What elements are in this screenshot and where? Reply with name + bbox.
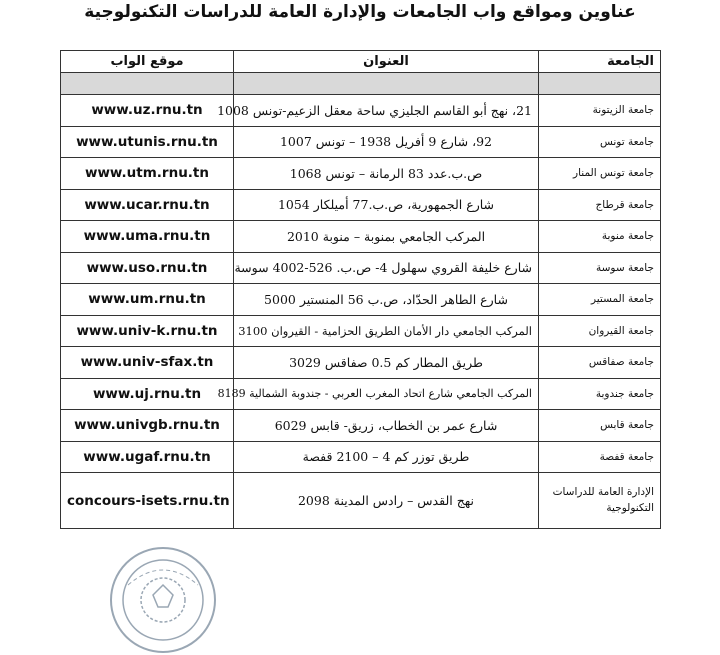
university-cell: جامعة القيروان <box>539 315 661 347</box>
table-row <box>61 158 661 190</box>
header-university: الجامعة <box>539 51 661 73</box>
website-cell[interactable]: www.ucar.rnu.tn <box>61 189 234 221</box>
address-cell: 92، شارع 9 أفريل 1938 – تونس 1007 <box>234 126 539 158</box>
university-cell: جامعة الزيتونة <box>539 95 661 127</box>
header-address: العنوان <box>234 51 539 73</box>
address-cell: شارع الجمهورية، ص.ب.77 أميلكار 1054 <box>234 189 539 221</box>
band-cell <box>539 73 661 95</box>
website-cell[interactable]: www.um.rnu.tn <box>61 284 234 316</box>
address-cell: نهج القدس – رادس المدينة 2098 <box>234 473 539 529</box>
website-cell[interactable]: www.univgb.rnu.tn <box>61 410 234 442</box>
website-cell[interactable]: www.uz.rnu.tn <box>61 95 234 127</box>
university-cell: جامعة المستير <box>539 284 661 316</box>
table-row <box>61 410 661 442</box>
header-band <box>61 73 661 95</box>
university-cell: جامعة قرطاج <box>539 189 661 221</box>
universities-table <box>60 50 661 529</box>
university-cell: جامعة قفصة <box>539 441 661 473</box>
website-cell[interactable]: www.uj.rnu.tn <box>61 378 234 410</box>
table-row <box>61 378 661 410</box>
address-cell: المركب الجامعي دار الأمان الطريق الحزامية - القيروان 3100 <box>234 315 539 347</box>
university-cell: جامعة جندوبة <box>539 378 661 410</box>
website-cell[interactable]: www.uma.rnu.tn <box>61 221 234 253</box>
university-cell: جامعة تونس المنار <box>539 158 661 190</box>
table-row <box>61 347 661 379</box>
address-cell: شارع الطاهر الحدّاد، ص.ب 56 المنستير 5000 <box>234 284 539 316</box>
university-cell: الإدارة العامة للدراسات التكنولوجية <box>539 473 661 529</box>
university-cell: جامعة تونس <box>539 126 661 158</box>
band-cell <box>61 73 234 95</box>
address-cell: شارع عمر بن الخطاب، زريق- قابس 6029 <box>234 410 539 442</box>
address-cell: طريق المطار كم 0.5 صفاقس 3029 <box>234 347 539 379</box>
address-cell: طريق توزر كم 4 – 2100 قفصة <box>234 441 539 473</box>
header-website: موقع الواب <box>61 51 234 73</box>
address-cell: شارع خليفة القروي سهلول 4- ص.ب. 526-4002 سوسة <box>234 252 539 284</box>
website-cell[interactable]: www.ugaf.rnu.tn <box>61 441 234 473</box>
table-row <box>61 284 661 316</box>
table-row <box>61 126 661 158</box>
band-cell <box>234 73 539 95</box>
website-cell[interactable]: www.utunis.rnu.tn <box>61 126 234 158</box>
table-row <box>61 252 661 284</box>
table-row <box>61 95 661 127</box>
university-cell: جامعة قابس <box>539 410 661 442</box>
table-row <box>61 189 661 221</box>
website-cell[interactable]: concours-isets.rnu.tn <box>61 473 234 529</box>
table-row <box>61 221 661 253</box>
address-cell: 21، نهج أبو القاسم الجليزي ساحة معقل الزعيم-تونس 1008 <box>234 95 539 127</box>
website-cell[interactable]: www.uso.rnu.tn <box>61 252 234 284</box>
document-title: عناوين ومواقع واب الجامعات والإدارة العامة للدراسات التكنولوجية <box>84 2 636 22</box>
university-cell: جامعة صفاقس <box>539 347 661 379</box>
university-cell: جامعة سوسة <box>539 252 661 284</box>
university-cell: جامعة منوبة <box>539 221 661 253</box>
table-row <box>61 315 661 347</box>
address-cell: المركب الجامعي بمنوبة – منوبة 2010 <box>234 221 539 253</box>
official-seal-icon <box>108 545 218 655</box>
table-header-row <box>61 51 661 73</box>
address-cell: المركب الجامعي شارع اتحاد المغرب العربي - جندوبة الشمالية 8189 <box>234 378 539 410</box>
website-cell[interactable]: www.univ-sfax.tn <box>61 347 234 379</box>
website-cell[interactable]: www.univ-k.rnu.tn <box>61 315 234 347</box>
website-cell[interactable]: www.utm.rnu.tn <box>61 158 234 190</box>
address-cell: ص.ب.عدد 83 الرمانة – تونس 1068 <box>234 158 539 190</box>
table-row <box>61 441 661 473</box>
table-row <box>61 473 661 529</box>
